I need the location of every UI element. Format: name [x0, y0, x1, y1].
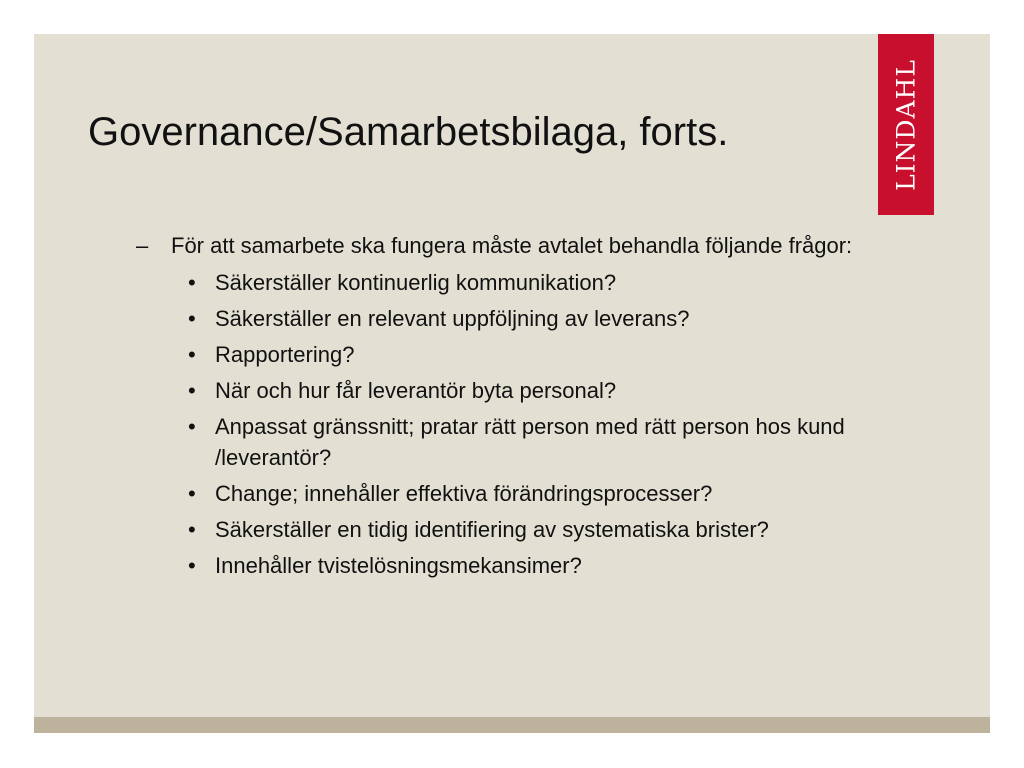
dash-marker: – [136, 233, 149, 258]
list-item-text: Innehåller tvistelösningsmekansimer? [215, 553, 582, 578]
list-item [136, 303, 896, 334]
list-item-text: Change; innehåller effektiva förändringsprocesser? [215, 481, 713, 506]
list-item-text: Säkerställer kontinuerlig kommunikation? [215, 270, 617, 295]
list-item [136, 514, 896, 545]
bullet-marker: • [188, 342, 196, 367]
bullet-marker: • [188, 517, 196, 542]
lindahl-logo [878, 34, 934, 215]
bullet-marker: • [188, 414, 196, 439]
bullet-marker: • [188, 378, 196, 403]
list-item [136, 411, 896, 473]
slide-title: Governance/Samarbetsbilaga, forts. [88, 110, 729, 154]
list-item [136, 267, 896, 298]
intro-paragraph [136, 230, 896, 261]
list-item-text: Säkerställer en relevant uppföljning av leverans? [215, 306, 690, 331]
bullet-marker: • [188, 270, 196, 295]
slide-content [136, 230, 896, 586]
list-item-text: När och hur får leverantör byta personal? [215, 378, 617, 403]
bullet-marker: • [188, 306, 196, 331]
slide [34, 34, 990, 733]
bullet-marker: • [188, 481, 196, 506]
bottom-bar [34, 717, 990, 733]
logo-text: LINDAHL [891, 58, 921, 191]
list-item [136, 375, 896, 406]
list-item [136, 339, 896, 370]
list-item [136, 550, 896, 581]
list-item [136, 478, 896, 509]
intro-text: För att samarbete ska fungera måste avtalet behandla följande frågor: [171, 233, 853, 258]
bullet-list [136, 267, 896, 581]
bullet-marker: • [188, 553, 196, 578]
list-item-text: Rapportering? [215, 342, 355, 367]
list-item-text: Anpassat gränssnitt; pratar rätt person med rätt person hos kund /leverantör? [215, 414, 845, 470]
list-item-text: Säkerställer en tidig identifiering av systematiska brister? [215, 517, 769, 542]
